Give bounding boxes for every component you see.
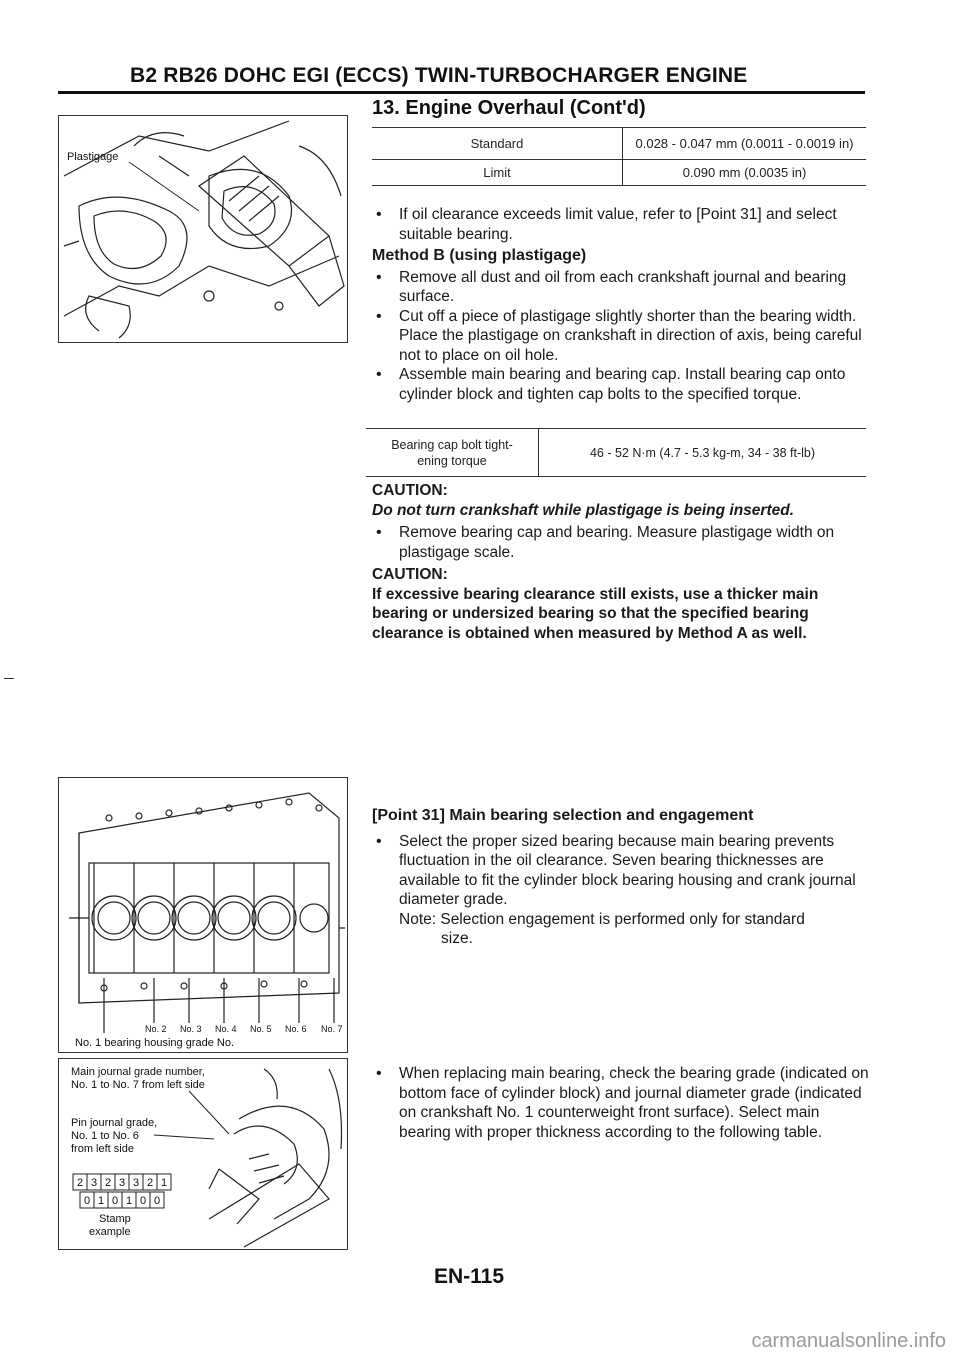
- caution-1-label: CAUTION:: [372, 482, 448, 499]
- section-title: 13. Engine Overhaul (Cont'd): [372, 97, 646, 119]
- stamp-r2-c6: 0: [154, 1195, 161, 1207]
- point31-section: [372, 806, 872, 949]
- plastigage-illustration: [59, 116, 347, 342]
- housing-label-no2: No. 2: [145, 1024, 167, 1034]
- stamp-r2-c1: 0: [84, 1195, 91, 1207]
- measure-plastigage-bullet: • Remove bearing cap and bearing. Measure plastigage width on plastigage scale.: [372, 523, 872, 562]
- stamp-r1-c3: 2: [105, 1177, 112, 1189]
- point31-note-line-1: Note: Selection engagement is performed only for standard: [399, 910, 805, 928]
- document-header-title: B2 RB26 DOHC EGI (ECCS) TWIN-TURBOCHARGER ENGINE: [130, 64, 748, 87]
- pin-journal-label-3: from left side: [71, 1143, 134, 1155]
- torque-value: 46 - 52 N·m (4.7 - 5.3 kg-m, 34 - 38 ft-lb): [589, 445, 816, 460]
- stamp-r2-c3: 0: [112, 1195, 119, 1207]
- torque-label-line-1: Bearing cap bolt tight-: [391, 437, 513, 452]
- main-journal-label-2: No. 1 to No. 7 from left side: [71, 1079, 205, 1091]
- figure-bearing-housing-grade: [58, 777, 348, 1053]
- stamp-r1-c6: 2: [147, 1177, 154, 1189]
- stamp-r1-c4: 3: [119, 1177, 126, 1189]
- method-b-step-3: • Assemble main bearing and bearing cap. Install bearing cap onto cylinder block and tighten cap bolts to the specified torque.: [372, 365, 872, 404]
- stamp-label-2: example: [89, 1226, 131, 1238]
- caution-2-label: CAUTION:: [372, 566, 448, 583]
- method-b-heading: Method B (using plastigage): [372, 247, 587, 264]
- spec-limit-value: 0.090 mm (0.0035 in): [623, 160, 867, 186]
- stamp-r1-c2: 3: [91, 1177, 98, 1189]
- pin-journal-label-1: Pin journal grade,: [71, 1117, 158, 1129]
- spec-standard-value: 0.028 - 0.047 mm (0.0011 - 0.0019 in): [623, 128, 867, 160]
- torque-label-line-2: ening torque: [417, 453, 487, 468]
- plastigage-label: Plastigage: [67, 151, 119, 163]
- stamp-r2-c5: 0: [140, 1195, 147, 1207]
- stamp-r1-c1: 2: [77, 1177, 84, 1189]
- housing-label-no5: No. 5: [250, 1024, 272, 1034]
- spec-standard-label: Standard: [372, 128, 623, 160]
- torque-label-cell: [366, 429, 539, 477]
- figure-crankshaft-grade-stamp: [58, 1058, 348, 1250]
- oil-clearance-bullet: • If oil clearance exceeds limit value, refer to [Point 31] and select suitable bearing.: [372, 205, 872, 244]
- method-b-step-2: • Cut off a piece of plastigage slightly shorter than the bearing width. Place the plastigage on crankshaft in direction of axis, being careful not to place on oil hole.: [372, 307, 872, 366]
- caution-1-text: Do not turn crankshaft while plastigage is being inserted.: [372, 501, 795, 519]
- housing-label-no7: No. 7: [321, 1024, 343, 1034]
- cylinder-block-illustration: [59, 778, 347, 1052]
- upper-text-column: [372, 205, 872, 404]
- margin-mark: [4, 678, 14, 679]
- pin-journal-label-2: No. 1 to No. 6: [71, 1130, 139, 1142]
- header-rule: [58, 91, 865, 94]
- housing-label-no6: No. 6: [285, 1024, 307, 1034]
- figure-plastigage: [58, 115, 348, 343]
- oil-clearance-spec-table: [372, 127, 866, 186]
- watermark: carmanualsonline.info: [751, 1330, 946, 1352]
- stamp-r2-c4: 1: [126, 1195, 133, 1207]
- point31-bullet-1: • Select the proper sized bearing because main bearing prevents fluctuation in the oil clearance. Seven bearing thicknesses are available to fit the cylinder block bearing housing and crank journal diameter grade.: [372, 832, 872, 910]
- point31-note-line-2: size.: [441, 930, 473, 947]
- point31-bullet-2: • When replacing main bearing, check the bearing grade (indicated on bottom face of cylinder block) and journal diameter grade (indicated on crankshaft No. 1 counterweight front surface). Select main bearing with proper thickness according to the following table.: [372, 1064, 872, 1142]
- housing-caption: No. 1 bearing housing grade No.: [75, 1037, 234, 1049]
- stamp-r2-c2: 1: [98, 1195, 105, 1207]
- stamp-label-1: Stamp: [99, 1213, 131, 1225]
- stamp-r1-c5: 3: [133, 1177, 140, 1189]
- point31-second-bullet-block: [372, 1064, 872, 1142]
- bolt-torque-spec-table: [366, 428, 866, 477]
- page-number: EN-115: [434, 1265, 505, 1288]
- stamp-example-grid: [73, 1174, 171, 1208]
- housing-label-no3: No. 3: [180, 1024, 202, 1034]
- housing-label-no4: No. 4: [215, 1024, 237, 1034]
- point31-heading: [Point 31] Main bearing selection and engagement: [372, 807, 754, 824]
- lower-text-column: [372, 481, 872, 643]
- crankshaft-stamp-illustration: [59, 1059, 347, 1249]
- caution-2-text: If excessive bearing clearance still exists, use a thicker main bearing or undersized bearing so that the specified bearing clearance is obtained when measured by Method A as well.: [372, 585, 819, 642]
- method-b-step-1: • Remove all dust and oil from each crankshaft journal and bearing surface.: [372, 268, 872, 307]
- spec-limit-label: Limit: [372, 160, 623, 186]
- stamp-r1-c7: 1: [161, 1177, 168, 1189]
- main-journal-label-1: Main journal grade number,: [71, 1066, 205, 1078]
